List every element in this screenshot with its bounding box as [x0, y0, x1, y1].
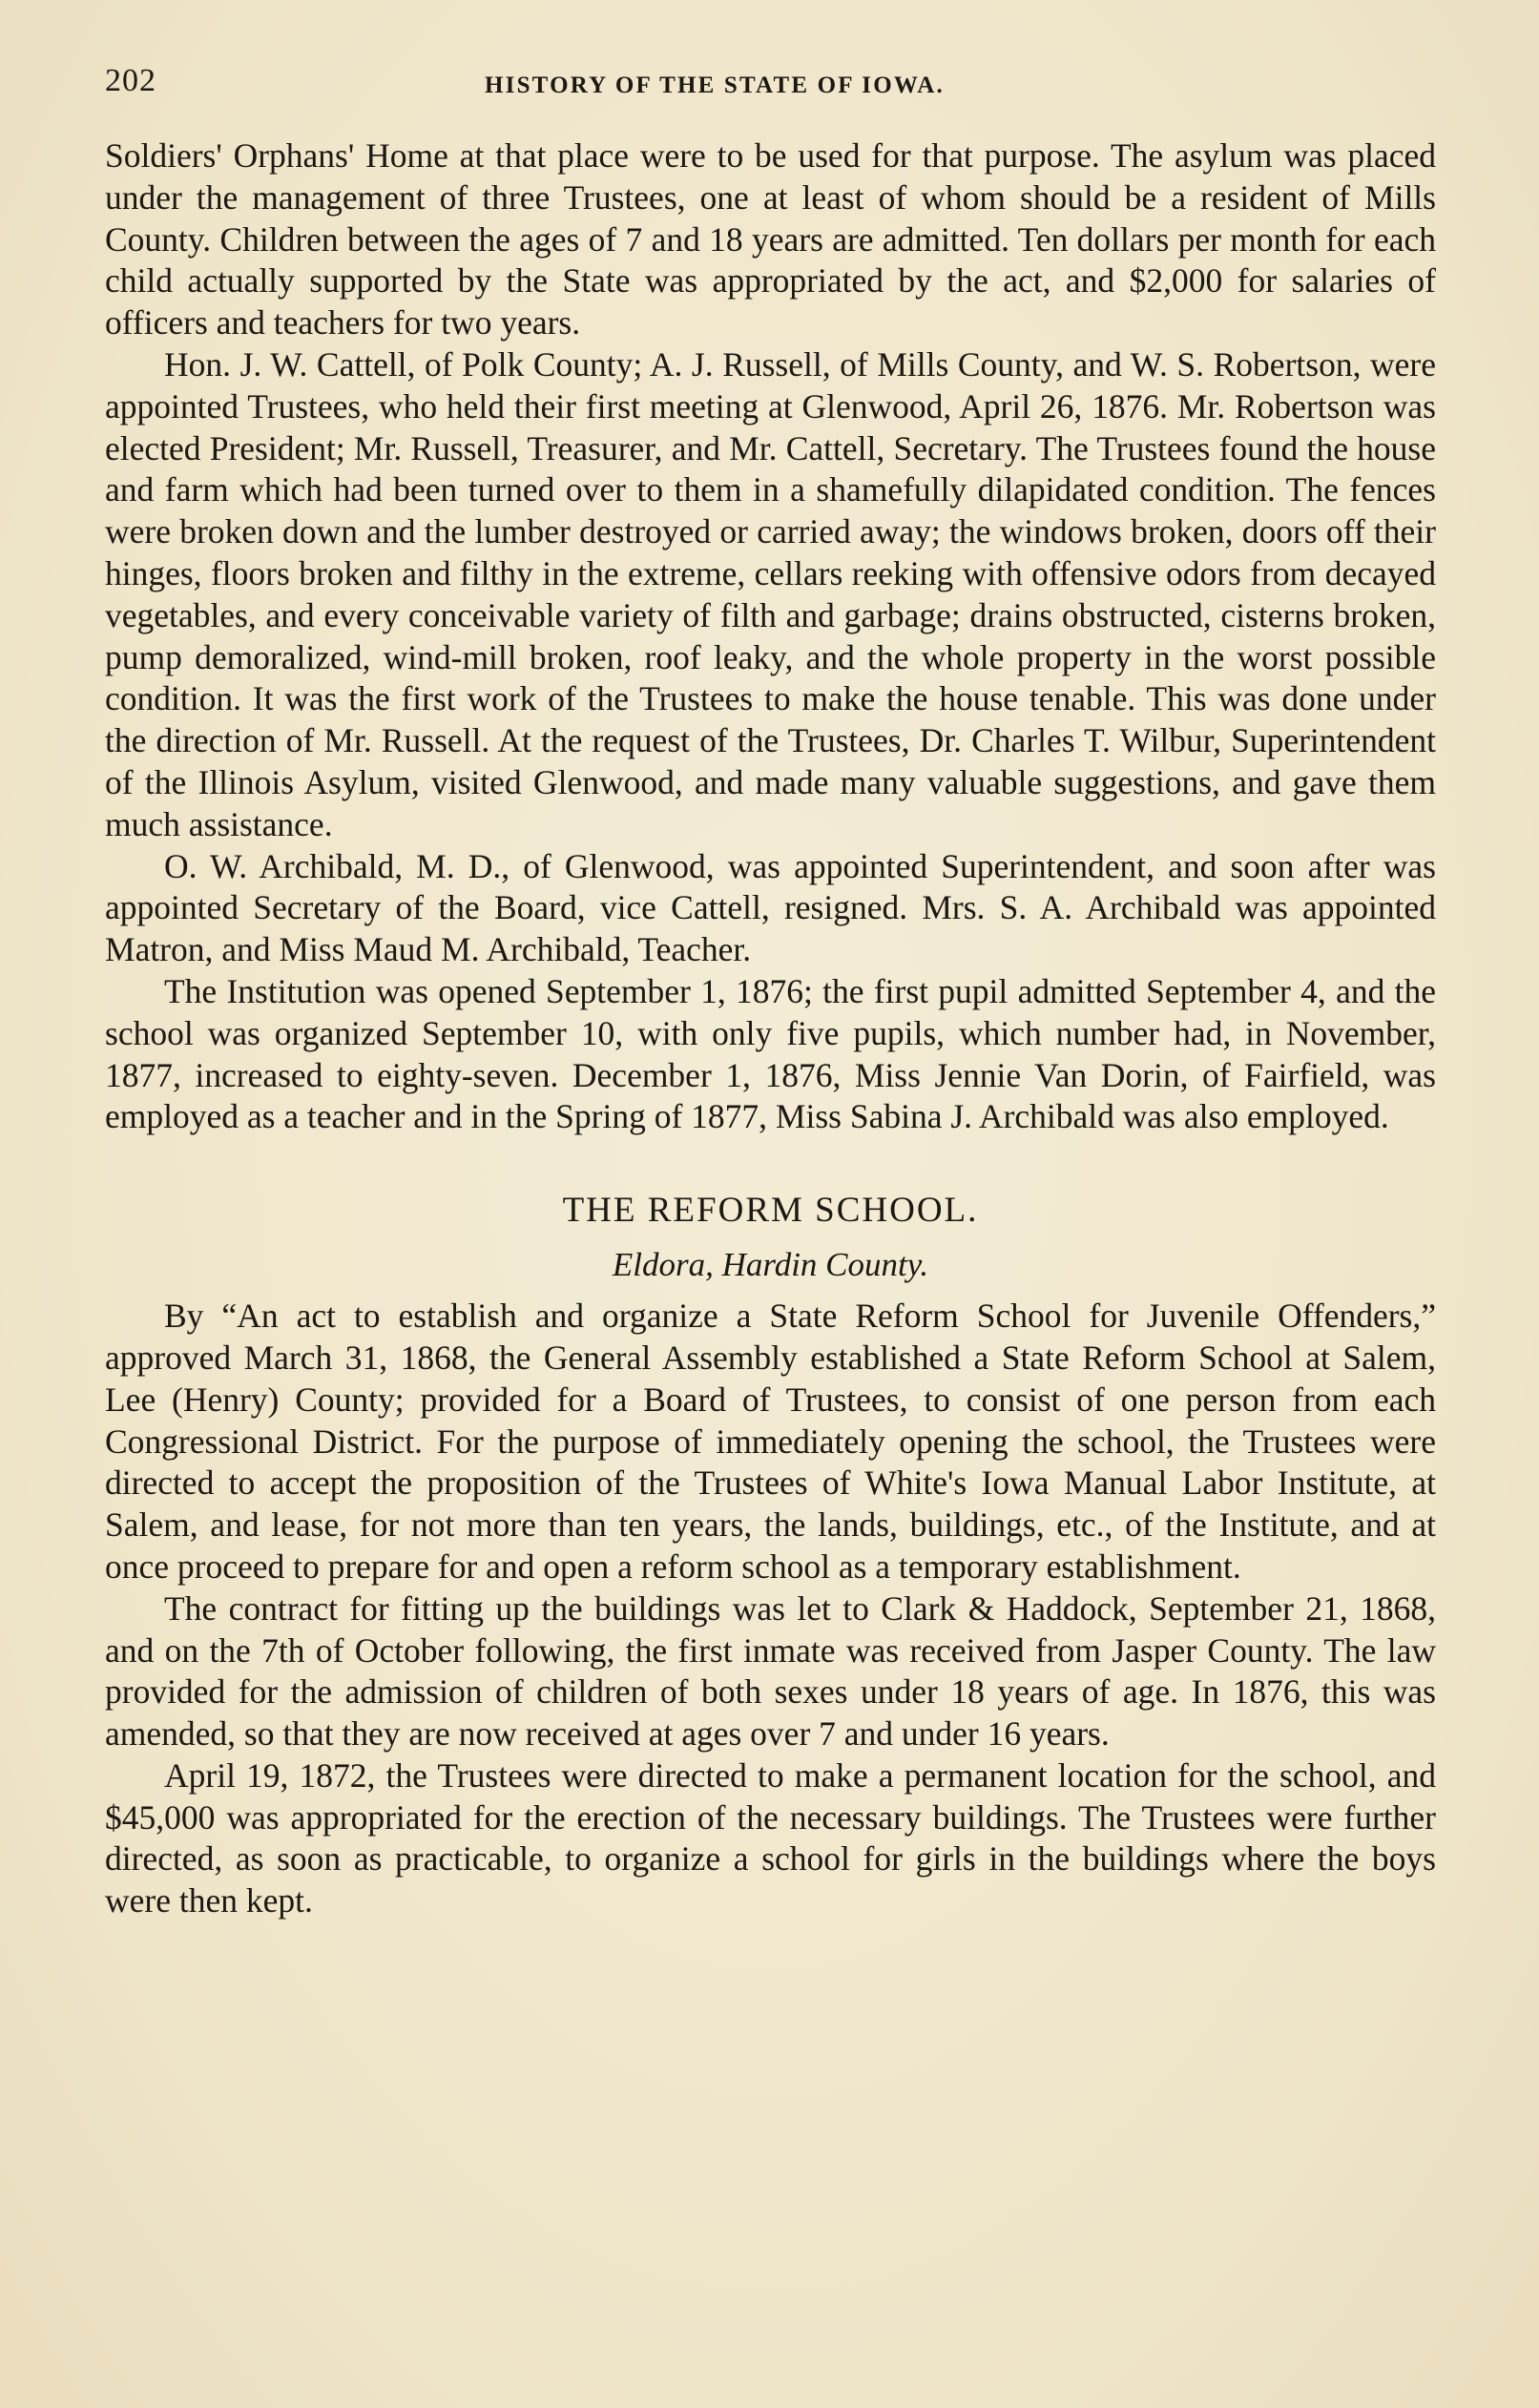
paragraph: The contract for fitting up the buildings was let to Clark & Haddock, September 21, 1868, and on the 7th of October following, the first inmate was received from Jasper County. The law provided for the admission of children of both sexes under 18 years of age. In 1876, this was amended, so that they are now received at ages over 7 and under 16 years.	[105, 1588, 1436, 1754]
section-title: THE REFORM SCHOOL.	[562, 1191, 979, 1231]
page-number: 202	[105, 63, 156, 98]
paragraph: By “An act to establish and organize a State Reform School for Juvenile Offenders,” approved March 31, 1868, the General Assembly established a State Reform School at Salem, Lee (Henry) County; provided for a Board of Trustees, to consist of one person from each Congressional District. For the purpose of immediately opening the school, the Trustees were directed to accept the proposition of the Trustees of White's Iowa Manual Labor Institute, at Salem, and lease, for not more than ten years, the lands, buildings, etc., of the Institute, and at once proceed to prepare for and open a reform school as a temporary establishment.	[105, 1297, 1436, 1586]
section-subtitle: Eldora, Hardin County.	[612, 1246, 929, 1284]
page-body	[105, 135, 1436, 1922]
paragraph: The Institution was opened September 1, 1876; the first pupil admitted September 4, and the school was organized September 10, with only five pupils, which number had, in November, 1877, increased to eighty-seven. December 1, 1876, Miss Jennie Van Dorin, of Fairfield, was employed as a teacher and in the Spring of 1877, Miss Sabina J. Archibald was also employed.	[105, 971, 1436, 1136]
paragraph: Hon. J. W. Cattell, of Polk County; A. J. Russell, of Mills County, and W. S. Robertson, were appointed Trustees, who held their first meeting at Glenwood, April 26, 1876. Mr. Robertson was elected President; Mr. Russell, Treasurer, and Mr. Cattell, Secretary. The Trustees found the house and farm which had been turned over to them in a shamefully dilapidated condition. The fences were broken down and the lumber destroyed or carried away; the windows broken, doors off their hinges, floors broken and filthy in the extreme, cellars reeking with offensive odors from decayed vegetables, and every conceivable variety of filth and garbage; drains obstructed, cisterns broken, pump demoralized, wind-mill broken, roof leaky, and the whole property in the worst possible condition. It was the first work of the Trustees to make the house tenable. This was done under the direction of Mr. Russell. At the request of the Trustees, Dr. Charles T. Wilbur, Superintendent of the Illinois Asylum, visited Glenwood, and made many valuable suggestions, and gave them much assistance.	[105, 344, 1436, 843]
running-title: HISTORY OF THE STATE OF IOWA.	[485, 73, 946, 98]
paragraph: O. W. Archibald, M. D., of Glenwood, was appointed Superintendent, and soon after was appointed Secretary of the Board, vice Cattell, resigned. Mrs. S. A. Archibald was appointed Matron, and Miss Maud M. Archibald, Teacher.	[105, 846, 1436, 969]
paragraph: Soldiers' Orphans' Home at that place were to be used for that purpose. The asylum was placed under the management of three Trustees, one at least of whom should be a resident of Mills County. Children between the ages of 7 and 18 years are admitted. Ten dollars per month for each child actually supported by the State was appropriated by the act, and $2,000 for salaries of officers and teachers for two years.	[105, 136, 1436, 343]
page-header	[105, 63, 1436, 120]
paragraph: April 19, 1872, the Trustees were directed to make a permanent location for the school, and $45,000 was appropriated for the erection of the necessary buildings. The Trustees were further directed, as soon as practicable, to organize a school for girls in the buildings where the boys were then kept.	[105, 1755, 1436, 1920]
